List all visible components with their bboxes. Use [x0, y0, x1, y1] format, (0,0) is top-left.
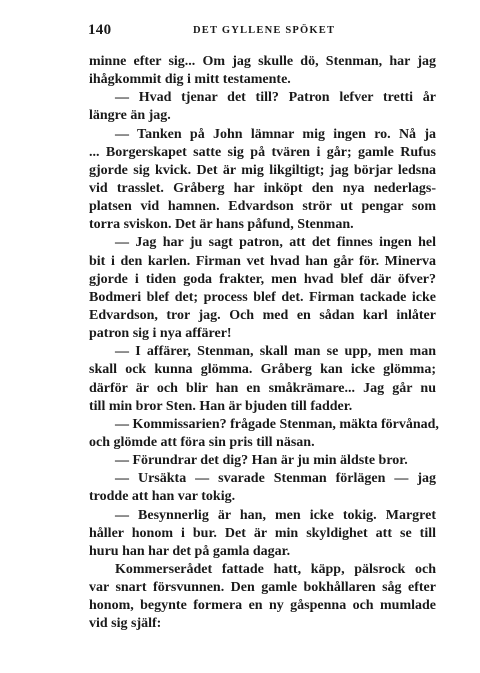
- text-line: vid trasslet. Gråberg har inköpt den nya nederlags-: [89, 180, 436, 196]
- text-line: — Kommissarien? frågade Stenman, mäkta förvånad,: [115, 416, 439, 432]
- text-line: Bodmeri blef det; process blef det. Firman tackade icke: [89, 289, 436, 305]
- text-line: huru han har det på gamla dagar.: [89, 543, 291, 559]
- text-line: platsen vid hamnen. Edvardson strör ut pengar som: [89, 199, 436, 215]
- text-line: därför är och blir han en småkrämare... Jag går nu: [89, 380, 436, 396]
- running-title: DET GYLLENE SPÖKET: [193, 25, 336, 36]
- text-line: — I affärer, Stenman, skall man se upp, men man: [115, 344, 436, 360]
- text-line: patron sig i nya affärer!: [89, 326, 232, 342]
- text-line: torra sviskon. Det är hans påfund, Stenman.: [89, 217, 354, 233]
- text-line: vid sig själf:: [89, 616, 162, 632]
- text-line: och glömde att föra sin pris till näsan.: [89, 434, 315, 450]
- text-line: minne efter sig... Om jag skulle dö, Stenman, har jag: [89, 54, 436, 69]
- page-number: 140: [88, 22, 112, 38]
- text-line: längre än jag.: [89, 108, 171, 124]
- text-line: honom, begynte formera en ny gåspenna och mumlade: [89, 598, 436, 614]
- text-line: — Hvad tjenar det till? Patron lefver tretti år: [115, 90, 436, 106]
- text-line: Edvardson, tror jag. Och med en sådan karl inlåter: [89, 307, 436, 323]
- text-line: — Jag har ju sagt patron, att det finnes ingen hel: [115, 235, 436, 251]
- page-header: [88, 22, 436, 42]
- text-line: ... Borgerskapet satte sig på tvären i går; gamle Rufus: [89, 144, 436, 160]
- text-line: — Ursäkta — svarade Stenman förlägen — jag: [115, 471, 436, 487]
- text-line: — Besynnerlig är han, men icke tokig. Margret: [115, 507, 436, 523]
- body-text: [89, 53, 439, 634]
- text-line: gjorde sig kvick. Det är mig likgiltigt; jag börjar ledsna: [89, 162, 436, 178]
- text-line: — Förundrar det dig? Han är ju min äldste bror.: [115, 453, 408, 469]
- text-line: bit i den karlen. Firman vet hvad han går för. Minerva: [89, 253, 436, 269]
- text-line: håller honom i bur. Det är min skyldighet att se till: [89, 525, 436, 541]
- text-line: trodde att han var tokig.: [89, 489, 236, 505]
- text-line: gjorde i tiden goda frakter, men hvad blef där öfver?: [89, 271, 436, 287]
- text-line: till min bror Sten. Han är bjuden till fadder.: [89, 398, 353, 414]
- text-line: var snart försvunnen. Den gamle bokhållaren såg efter: [89, 580, 436, 596]
- text-line: Kommerserådet fattade hatt, käpp, pälsrock och: [115, 561, 436, 577]
- text-line: skall ock kunna glömma. Gråberg kan icke glömma;: [89, 362, 436, 378]
- text-line: — Tanken på John lämnar mig ingen ro. Nå ja: [115, 126, 436, 142]
- text-line: ihågkommit dig i mitt testamente.: [89, 72, 291, 88]
